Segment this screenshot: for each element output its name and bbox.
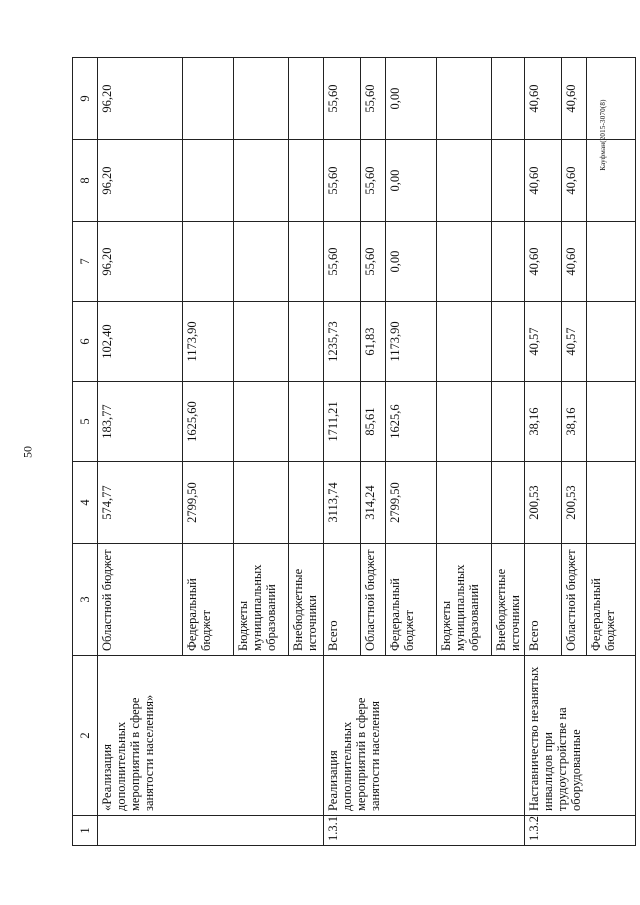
page-number: 50 <box>20 446 35 458</box>
header-cell-1: 1 <box>73 816 98 846</box>
value-cell <box>587 58 636 140</box>
value-cell <box>289 382 324 462</box>
value-cell <box>437 222 492 302</box>
value-cell: 40,60 <box>562 140 587 222</box>
funding-source-cell: Всего <box>525 544 562 656</box>
value-cell <box>437 462 492 544</box>
value-cell <box>587 462 636 544</box>
value-cell: 314,24 <box>361 462 386 544</box>
value-cell <box>492 462 525 544</box>
value-cell <box>587 302 636 382</box>
value-cell: 1711,21 <box>324 382 361 462</box>
funding-source-cell: Областной бюджет <box>361 544 386 656</box>
value-cell: 40,60 <box>562 222 587 302</box>
funding-source-cell: Всего <box>324 544 361 656</box>
table-row <box>525 58 562 846</box>
value-cell <box>289 302 324 382</box>
value-cell: 2799,50 <box>386 462 437 544</box>
value-cell: 38,16 <box>525 382 562 462</box>
activity-name-cell: Наставничество незанятых инвалидов при трудоустройстве на оборудованные <box>525 656 636 816</box>
funding-source-cell: Бюджеты муниципальных образований <box>437 544 492 656</box>
value-cell <box>587 222 636 302</box>
funding-source-cell: Внебюджетные источники <box>492 544 525 656</box>
activity-name-cell: «Реализация дополнительных мероприятий в сфере занятости населения» <box>98 656 324 816</box>
funding-source-cell: Федеральный бюджет <box>183 544 234 656</box>
value-cell: 1173,90 <box>386 302 437 382</box>
funding-source-cell: Федеральный бюджет <box>386 544 437 656</box>
value-cell <box>492 58 525 140</box>
value-cell: 96,20 <box>98 140 183 222</box>
value-cell <box>437 302 492 382</box>
header-cell-6: 6 <box>73 302 98 382</box>
value-cell: 55,60 <box>361 58 386 140</box>
value-cell <box>234 58 289 140</box>
value-cell <box>437 382 492 462</box>
value-cell: 55,60 <box>324 140 361 222</box>
value-cell <box>234 382 289 462</box>
item-number-cell: 1.3.1 <box>324 816 525 846</box>
value-cell: 40,60 <box>525 222 562 302</box>
value-cell: 0,00 <box>386 58 437 140</box>
value-cell: 183,77 <box>98 382 183 462</box>
document-code: Кауфман(2015-3070(8) <box>599 99 607 171</box>
value-cell <box>587 140 636 222</box>
value-cell <box>492 140 525 222</box>
value-cell: 40,60 <box>562 58 587 140</box>
header-cell-9: 9 <box>73 58 98 140</box>
value-cell <box>492 302 525 382</box>
value-cell: 55,60 <box>324 58 361 140</box>
value-cell: 200,53 <box>562 462 587 544</box>
value-cell <box>234 140 289 222</box>
value-cell <box>289 58 324 140</box>
value-cell <box>183 222 234 302</box>
value-cell: 40,60 <box>525 58 562 140</box>
value-cell <box>234 302 289 382</box>
header-cell-7: 7 <box>73 222 98 302</box>
value-cell: 55,60 <box>324 222 361 302</box>
header-row <box>73 58 98 846</box>
value-cell: 0,00 <box>386 140 437 222</box>
value-cell: 1173,90 <box>183 302 234 382</box>
value-cell <box>587 382 636 462</box>
header-cell-5: 5 <box>73 382 98 462</box>
table-row <box>98 58 183 846</box>
value-cell: 96,20 <box>98 58 183 140</box>
value-cell <box>437 58 492 140</box>
header-cell-4: 4 <box>73 462 98 544</box>
value-cell: 2799,50 <box>183 462 234 544</box>
value-cell: 85,61 <box>361 382 386 462</box>
value-cell <box>492 222 525 302</box>
budget-table <box>72 57 636 846</box>
funding-source-cell: Федеральный бюджет <box>587 544 636 656</box>
value-cell: 96,20 <box>98 222 183 302</box>
value-cell: 3113,74 <box>324 462 361 544</box>
value-cell: 40,57 <box>562 302 587 382</box>
value-cell: 574,77 <box>98 462 183 544</box>
value-cell: 200,53 <box>525 462 562 544</box>
value-cell: 0,00 <box>386 222 437 302</box>
value-cell: 61,83 <box>361 302 386 382</box>
funding-source-cell: Областной бюджет <box>98 544 183 656</box>
value-cell <box>289 462 324 544</box>
value-cell <box>234 222 289 302</box>
item-number-cell: 1.3.2 <box>525 816 636 846</box>
value-cell: 1235,73 <box>324 302 361 382</box>
funding-source-cell: Бюджеты муниципальных образований <box>234 544 289 656</box>
header-cell-2: 2 <box>73 656 98 816</box>
value-cell <box>183 140 234 222</box>
table-row <box>324 58 361 846</box>
funding-source-cell: Областной бюджет <box>562 544 587 656</box>
value-cell <box>492 382 525 462</box>
value-cell <box>183 58 234 140</box>
activity-name-cell: Реализация дополнительных мероприятий в сфере занятости населения <box>324 656 525 816</box>
value-cell <box>234 462 289 544</box>
funding-source-cell: Внебюджетные источники <box>289 544 324 656</box>
item-number-cell <box>98 816 324 846</box>
value-cell: 1625,60 <box>183 382 234 462</box>
value-cell <box>289 222 324 302</box>
value-cell: 40,60 <box>525 140 562 222</box>
value-cell: 40,57 <box>525 302 562 382</box>
value-cell: 55,60 <box>361 222 386 302</box>
value-cell: 38,16 <box>562 382 587 462</box>
value-cell: 1625,6 <box>386 382 437 462</box>
value-cell <box>289 140 324 222</box>
value-cell: 102,40 <box>98 302 183 382</box>
value-cell: 55,60 <box>361 140 386 222</box>
header-cell-8: 8 <box>73 140 98 222</box>
header-cell-3: 3 <box>73 544 98 656</box>
value-cell <box>437 140 492 222</box>
